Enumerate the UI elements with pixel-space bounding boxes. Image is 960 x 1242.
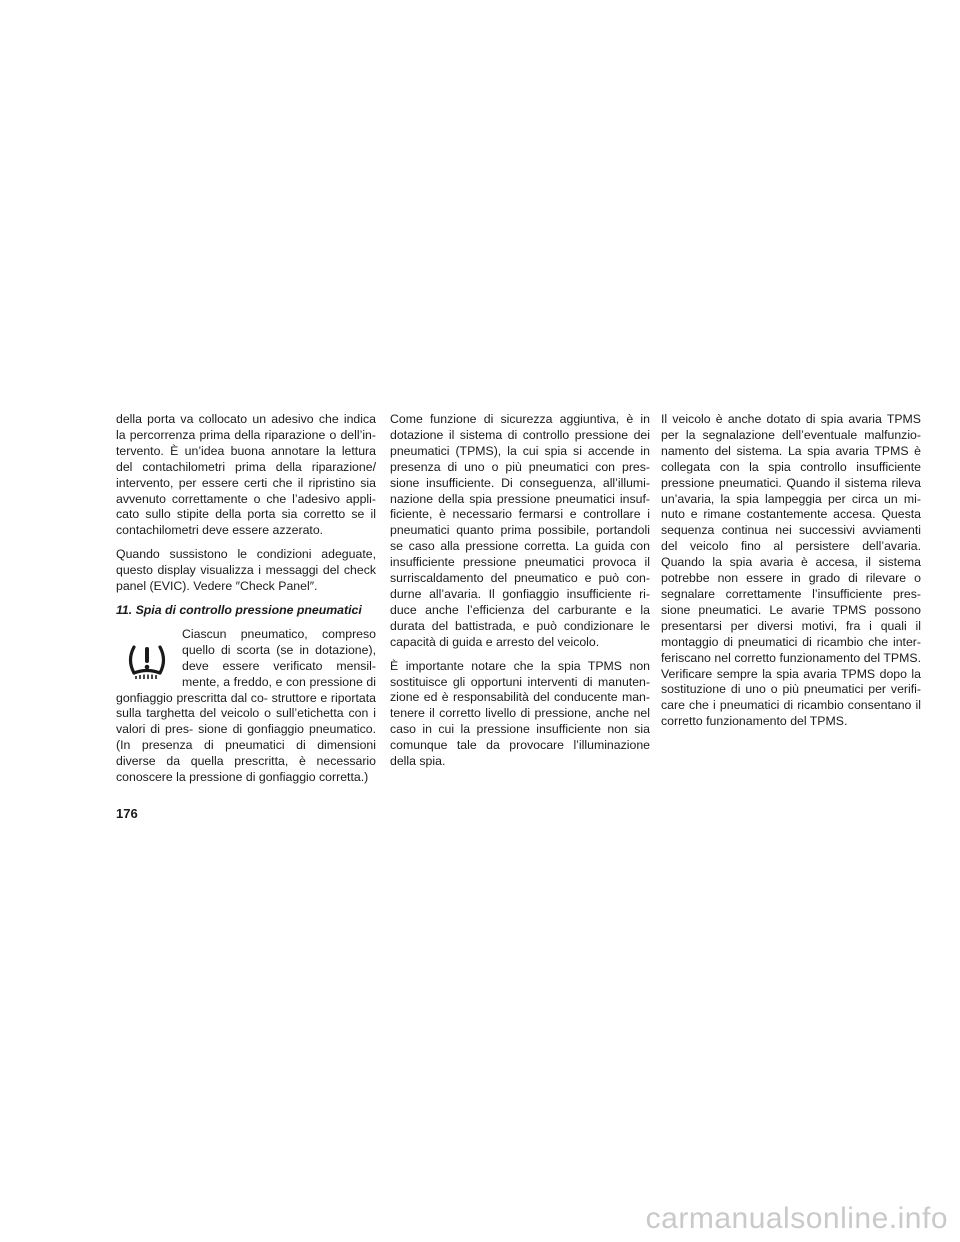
column2-paragraph-2: È importante notare che la spia TPMS non sostituisce gli opportuni interventi di manuten- zione ed è responsabilità del conducente man- tenere il corretto livello di pressione, anche nel caso in cui la pressione insufficiente non sia comunque tale da provocare l’illuminazione della spia. <box>390 658 650 769</box>
column-2 <box>390 412 650 778</box>
tpms-warning-icon <box>122 635 172 685</box>
column-3 <box>661 412 921 738</box>
section-heading-tpms: 11. Spia di controllo pressione pneumatici <box>116 602 362 617</box>
column1-paragraph-1: della porta va collocato un adesivo che indica la percorrenza prima della riparazione o dell’in- tervento. È un’idea buona annotare la lettura del contachilometri prima della riparazione/ intervento, per essere certi che il ripristino sia avvenuto correttamente o che l’adesivo appli- cato sullo stipite della porta sia corretto se il contachilometri deve essere azzerato. <box>116 412 376 538</box>
column-1 <box>116 412 376 794</box>
column1-paragraph-3: Ciascun pneumatico, compreso quello di scorta (se in dotazione), deve essere verificato mensil- mente, a freddo, e con pressione di gonfiaggio prescritta dal co- struttore e riportata sulla targhetta del veicolo o sull’etichetta con i valori di pres- sione di gonfiaggio pneumatico. (In presenza di pneumatici di dimensioni diverse da quella prescritta, è necessario conoscere la pressione di gonfiaggio corretta.) <box>116 626 376 785</box>
watermark: carmanualsonline.info <box>645 1202 948 1235</box>
column1-paragraph-2: Quando sussistono le condizioni adeguate, questo display visualizza i messaggi del check panel (EVIC). Vedere ″Check Panel″. <box>116 547 376 594</box>
page-number: 176 <box>116 806 138 821</box>
tpms-section-body <box>116 627 376 786</box>
column2-paragraph-1: Come funzione di sicurezza aggiuntiva, è in dotazione il sistema di controllo pressione dei pneumatici (TPMS), la cui spia si accende in presenza di uno o più pneumatici con pres- sione insufficiente. Di conseguenza, all’illumi- nazione della spia pressione pneumatici insuf- ficiente, è necessario fermarsi e controllare i pneumatici quanto prima possibile, portandoli se caso alla pressione corretta. La guida con insufficiente pressione pneumatici provoca il surriscaldamento del pneumatico e può con- durne all’avaria. Il gonfiaggio insufficiente ri- duce anche l’efficienza del carburante e la durata del battistrada, e può condizionare le capacità di guida e arresto del veicolo. <box>390 412 650 649</box>
column3-paragraph-1: Il veicolo è anche dotato di spia avaria TPMS per la segnalazione dell’eventuale malfunzio- namento del sistema. La spia avaria TPMS è collegata con la spia controllo insufficiente pressione pneumatici. Quando il sistema rileva un’avaria, la spia lampeggia per circa un mi- nuto e rimane costantemente accesa. Questa sequenza continua nei successivi avviamenti del veicolo fino al persistere dell’avaria. Quando la spia avaria è accesa, il sistema potrebbe non essere in grado di rilevare o segnalare correttamente l’insufficiente pres- sione pneumatici. Le avarie TPMS possono presentarsi per diversi motivi, fra i quali il montaggio di pneumatici di ricambio che inter- feriscano nel corretto funzionamento del TPMS. Verificare sempre la spia avaria TPMS dopo la sostituzione di uno o più pneumatici per verifi- care che i pneumatici di ricambio consentano il corretto funzionamento del TPMS. <box>661 412 921 729</box>
